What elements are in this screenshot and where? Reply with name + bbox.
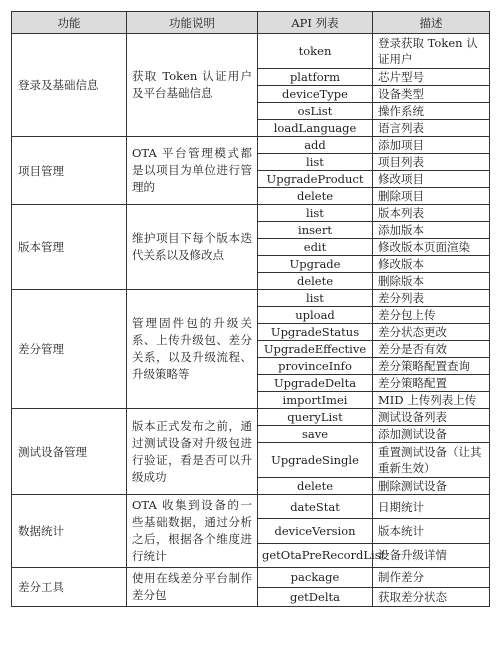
- api-name: getOtaPreRecordList: [258, 543, 373, 567]
- api-name: list: [258, 290, 373, 307]
- function-name: 登录及基础信息: [12, 34, 127, 137]
- api-name: deviceVersion: [258, 519, 373, 543]
- api-description: 修改版本: [373, 256, 490, 273]
- api-description: 重置测试设备（让其重新生效）: [373, 443, 490, 478]
- api-name: UpgradeStatus: [258, 324, 373, 341]
- api-name: deviceType: [258, 86, 373, 103]
- api-name: loadLanguage: [258, 120, 373, 137]
- api-description: 设备类型: [373, 86, 490, 103]
- api-name: queryList: [258, 409, 373, 426]
- api-name: osList: [258, 103, 373, 120]
- api-description: 项目列表: [373, 154, 490, 171]
- api-name: delete: [258, 273, 373, 290]
- function-name: 差分管理: [12, 290, 127, 409]
- api-description: 删除项目: [373, 188, 490, 205]
- function-description: 使用在线差分平台制作差分包: [127, 568, 258, 607]
- api-name: insert: [258, 222, 373, 239]
- api-name: Upgrade: [258, 256, 373, 273]
- header-api-list: API 列表: [258, 12, 373, 34]
- api-description: 版本统计: [373, 519, 490, 543]
- api-description: 修改项目: [373, 171, 490, 188]
- api-name: list: [258, 205, 373, 222]
- table-row: [12, 205, 490, 222]
- api-description: 芯片型号: [373, 69, 490, 86]
- api-description: 差分是否有效: [373, 341, 490, 358]
- function-description: 获取 Token 认证用户及平台基础信息: [127, 34, 258, 137]
- api-name: list: [258, 154, 373, 171]
- header-function-desc: 功能说明: [127, 12, 258, 34]
- api-table-container: [11, 11, 489, 607]
- api-description: 添加测试设备: [373, 426, 490, 443]
- table-row: [12, 568, 490, 588]
- api-name: delete: [258, 478, 373, 495]
- api-name: platform: [258, 69, 373, 86]
- api-name: UpgradeSingle: [258, 443, 373, 478]
- function-name: 测试设备管理: [12, 409, 127, 495]
- api-name: save: [258, 426, 373, 443]
- function-description: 管理固件包的升级关系、上传升级包、差分关系，以及升级流程、升级策略等: [127, 290, 258, 409]
- table-body: [12, 34, 490, 607]
- api-description: 版本列表: [373, 205, 490, 222]
- header-description: 描述: [373, 12, 490, 34]
- api-description: 操作系统: [373, 103, 490, 120]
- api-description: 获取差分状态: [373, 587, 490, 607]
- api-name: upload: [258, 307, 373, 324]
- api-description: 差分列表: [373, 290, 490, 307]
- api-name: dateStat: [258, 495, 373, 519]
- table-row: [12, 495, 490, 519]
- api-description: 登录获取 Token 认证用户: [373, 34, 490, 69]
- api-description: 语言列表: [373, 120, 490, 137]
- api-description: 差分策略配置查询: [373, 358, 490, 375]
- api-name: UpgradeProduct: [258, 171, 373, 188]
- api-name: add: [258, 137, 373, 154]
- function-description: OTA 平台管理模式都是以项目为单位进行管理的: [127, 137, 258, 205]
- api-name: importImei: [258, 392, 373, 409]
- api-description: MID 上传列表上传: [373, 392, 490, 409]
- api-description: 设备升级详情: [373, 543, 490, 567]
- api-description: 删除测试设备: [373, 478, 490, 495]
- api-name: UpgradeDelta: [258, 375, 373, 392]
- api-name: UpgradeEffective: [258, 341, 373, 358]
- api-name: token: [258, 34, 373, 69]
- api-name: getDelta: [258, 587, 373, 607]
- api-name: package: [258, 568, 373, 588]
- table-row: [12, 290, 490, 307]
- function-description: 维护项目下每个版本迭代关系以及修改点: [127, 205, 258, 290]
- api-name: edit: [258, 239, 373, 256]
- api-description: 添加版本: [373, 222, 490, 239]
- table-row: [12, 137, 490, 154]
- api-description: 差分状态更改: [373, 324, 490, 341]
- api-name: delete: [258, 188, 373, 205]
- function-name: 项目管理: [12, 137, 127, 205]
- api-description: 差分策略配置: [373, 375, 490, 392]
- api-description: 日期统计: [373, 495, 490, 519]
- api-description: 添加项目: [373, 137, 490, 154]
- table-row: [12, 409, 490, 426]
- api-description: 差分包上传: [373, 307, 490, 324]
- function-description: 版本正式发布之前，通过测试设备对升级包进行验证，看是否可以升级成功: [127, 409, 258, 495]
- header-function: 功能: [12, 12, 127, 34]
- api-description: 测试设备列表: [373, 409, 490, 426]
- table-row: [12, 34, 490, 69]
- api-description: 删除版本: [373, 273, 490, 290]
- function-description: OTA 收集到设备的一些基础数据，通过分析之后，根据各个维度进行统计: [127, 495, 258, 568]
- api-table: [11, 11, 490, 607]
- function-name: 数据统计: [12, 495, 127, 568]
- api-description: 修改版本页面渲染: [373, 239, 490, 256]
- api-description: 制作差分: [373, 568, 490, 588]
- header-row: [12, 12, 490, 34]
- function-name: 差分工具: [12, 568, 127, 607]
- function-name: 版本管理: [12, 205, 127, 290]
- api-name: provinceInfo: [258, 358, 373, 375]
